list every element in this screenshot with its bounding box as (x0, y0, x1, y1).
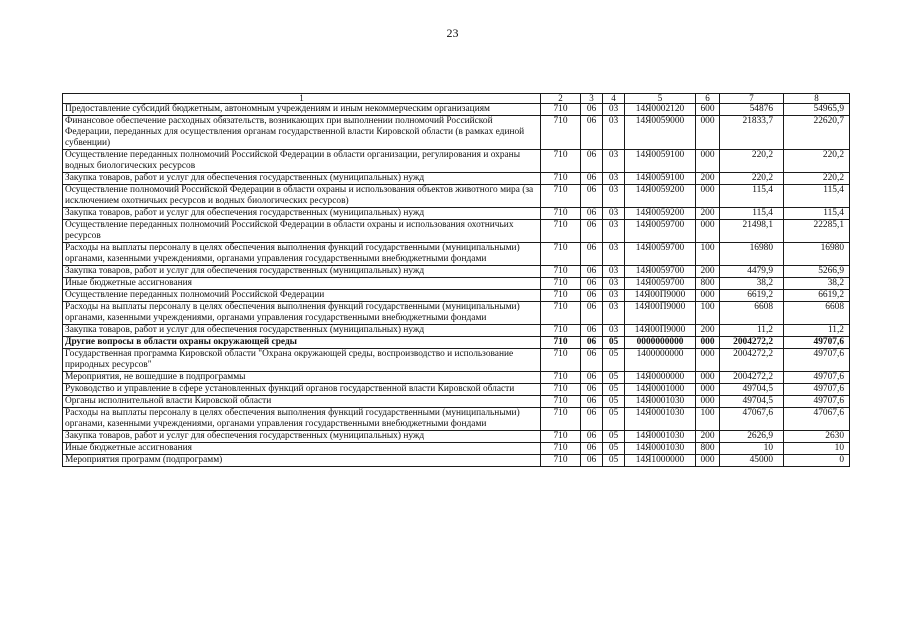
row-section-code: 06 (581, 104, 603, 116)
row-subsection-code: 05 (603, 384, 625, 396)
row-section-code: 06 (581, 349, 603, 372)
row-expense-type: 200 (696, 431, 720, 443)
row-amount-2: 2630 (784, 431, 850, 443)
row-expense-type: 000 (696, 185, 720, 208)
row-section-code: 06 (581, 220, 603, 243)
table-row (63, 104, 850, 116)
table-row (63, 431, 850, 443)
row-subsection-code: 03 (603, 325, 625, 337)
column-header: 7 (720, 94, 784, 104)
row-amount-2: 47067,6 (784, 408, 850, 431)
row-target-code: 14Я0059100 (625, 150, 696, 173)
row-subsection-code: 03 (603, 266, 625, 278)
row-name: Расходы на выплаты персоналу в целях обеспечения выполнения функций государственными (муниципальными) органами, казенными учреждениями, органами управления государственными внебюджетными фондами (63, 408, 541, 431)
table-row (63, 173, 850, 185)
row-amount-2: 49707,6 (784, 349, 850, 372)
column-header: 1 (63, 94, 541, 104)
row-name: Финансовое обеспечение расходных обязательств, возникающих при выполнении полномочий Российской Федерации, переданных для осуществления органам государственной власти Кировской области (в рамках единой субвенции) (63, 116, 541, 150)
row-amount-2: 22620,7 (784, 116, 850, 150)
row-amount-1: 2004272,2 (720, 349, 784, 372)
row-ministry-code: 710 (541, 104, 581, 116)
row-name: Другие вопросы в области охраны окружающей среды (63, 337, 541, 349)
row-amount-2: 49707,6 (784, 396, 850, 408)
row-target-code: 14Я0001000 (625, 384, 696, 396)
row-expense-type: 000 (696, 384, 720, 396)
row-target-code: 14Я0059700 (625, 278, 696, 290)
row-expense-type: 100 (696, 408, 720, 431)
row-subsection-code: 05 (603, 396, 625, 408)
row-name: Осуществление переданных полномочий Российской Федерации в области охраны и использования охотничьих ресурсов (63, 220, 541, 243)
row-ministry-code: 710 (541, 431, 581, 443)
row-section-code: 06 (581, 443, 603, 455)
table-row (63, 185, 850, 208)
row-target-code: 14Я0002120 (625, 104, 696, 116)
row-expense-type: 000 (696, 396, 720, 408)
row-amount-2: 16980 (784, 243, 850, 266)
row-target-code: 14Я0001030 (625, 408, 696, 431)
row-amount-1: 10 (720, 443, 784, 455)
row-ministry-code: 710 (541, 220, 581, 243)
row-target-code: 14Я0001030 (625, 443, 696, 455)
row-amount-2: 49707,6 (784, 384, 850, 396)
row-name: Закупка товаров, работ и услуг для обеспечения государственных (муниципальных) нужд (63, 431, 541, 443)
row-expense-type: 000 (696, 337, 720, 349)
row-expense-type: 600 (696, 104, 720, 116)
row-amount-1: 21833,7 (720, 116, 784, 150)
row-expense-type: 000 (696, 150, 720, 173)
row-amount-1: 115,4 (720, 185, 784, 208)
row-expense-type: 000 (696, 220, 720, 243)
row-amount-1: 220,2 (720, 150, 784, 173)
row-expense-type: 200 (696, 325, 720, 337)
column-header: 3 (581, 94, 603, 104)
row-section-code: 06 (581, 243, 603, 266)
row-subsection-code: 03 (603, 116, 625, 150)
row-ministry-code: 710 (541, 408, 581, 431)
row-subsection-code: 03 (603, 104, 625, 116)
row-expense-type: 200 (696, 208, 720, 220)
row-expense-type: 000 (696, 116, 720, 150)
row-section-code: 06 (581, 185, 603, 208)
row-name: Руководство и управление в сфере установленных функций органов государственной власти Кировской области (63, 384, 541, 396)
row-expense-type: 000 (696, 372, 720, 384)
row-amount-1: 38,2 (720, 278, 784, 290)
row-amount-1: 54876 (720, 104, 784, 116)
row-ministry-code: 710 (541, 266, 581, 278)
table-row (63, 266, 850, 278)
table-row (63, 408, 850, 431)
column-header: 8 (784, 94, 850, 104)
row-amount-2: 115,4 (784, 208, 850, 220)
row-target-code: 14Я0001030 (625, 431, 696, 443)
row-amount-1: 4479,9 (720, 266, 784, 278)
row-name: Осуществление переданных полномочий Российской Федерации в области организации, регулирования и охраны водных биологических ресурсов (63, 150, 541, 173)
row-amount-2: 49707,6 (784, 337, 850, 349)
row-expense-type: 100 (696, 302, 720, 325)
row-subsection-code: 05 (603, 408, 625, 431)
row-section-code: 06 (581, 337, 603, 349)
row-amount-2: 22285,1 (784, 220, 850, 243)
row-amount-1: 6619,2 (720, 290, 784, 302)
row-ministry-code: 710 (541, 325, 581, 337)
row-target-code: 1400000000 (625, 349, 696, 372)
column-header: 2 (541, 94, 581, 104)
row-amount-1: 16980 (720, 243, 784, 266)
row-name: Осуществление полномочий Российской Федерации в области охраны и использования объектов животного мира (за исключением охотничьих ресурсов и водных биологических ресурсов) (63, 185, 541, 208)
row-amount-2: 49707,6 (784, 372, 850, 384)
row-name: Предоставление субсидий бюджетным, автономным учреждениям и иным некоммерческим организациям (63, 104, 541, 116)
row-expense-type: 800 (696, 443, 720, 455)
row-name: Государственная программа Кировской области "Охрана окружающей среды, воспроизводство и использование природных ресурсов" (63, 349, 541, 372)
table-row (63, 455, 850, 467)
row-expense-type: 000 (696, 290, 720, 302)
table-row (63, 349, 850, 372)
row-ministry-code: 710 (541, 290, 581, 302)
row-ministry-code: 710 (541, 208, 581, 220)
row-amount-1: 2004272,2 (720, 337, 784, 349)
row-amount-2: 10 (784, 443, 850, 455)
row-name: Осуществление переданных полномочий Российской Федерации (63, 290, 541, 302)
row-section-code: 06 (581, 455, 603, 467)
row-target-code: 14Я00П9000 (625, 302, 696, 325)
row-target-code: 14Я0059100 (625, 173, 696, 185)
row-ministry-code: 710 (541, 302, 581, 325)
row-section-code: 06 (581, 372, 603, 384)
row-amount-2: 220,2 (784, 150, 850, 173)
row-target-code: 14Я00П9000 (625, 290, 696, 302)
row-target-code: 14Я0001030 (625, 396, 696, 408)
row-amount-1: 45000 (720, 455, 784, 467)
row-ministry-code: 710 (541, 349, 581, 372)
table-row (63, 290, 850, 302)
row-section-code: 06 (581, 116, 603, 150)
row-section-code: 06 (581, 278, 603, 290)
row-target-code: 14Я0059200 (625, 185, 696, 208)
row-name: Расходы на выплаты персоналу в целях обеспечения выполнения функций государственными (муниципальными) органами, казенными учреждениями, органами управления государственными внебюджетными фондами (63, 302, 541, 325)
row-target-code: 14Я0059700 (625, 266, 696, 278)
row-section-code: 06 (581, 290, 603, 302)
table-row (63, 243, 850, 266)
row-amount-2: 11,2 (784, 325, 850, 337)
row-section-code: 06 (581, 408, 603, 431)
row-section-code: 06 (581, 266, 603, 278)
row-amount-2: 6619,2 (784, 290, 850, 302)
row-amount-1: 49704,5 (720, 384, 784, 396)
row-ministry-code: 710 (541, 243, 581, 266)
row-amount-1: 49704,5 (720, 396, 784, 408)
row-subsection-code: 03 (603, 220, 625, 243)
column-header: 4 (603, 94, 625, 104)
row-ministry-code: 710 (541, 337, 581, 349)
row-target-code: 0000000000 (625, 337, 696, 349)
row-subsection-code: 05 (603, 431, 625, 443)
row-name: Расходы на выплаты персоналу в целях обеспечения выполнения функций государственными (муниципальными) органами, казенными учреждениями, органами управления государственными внебюджетными фондами (63, 243, 541, 266)
row-expense-type: 200 (696, 173, 720, 185)
row-target-code: 14Я0000000 (625, 372, 696, 384)
table-row (63, 443, 850, 455)
row-amount-1: 2626,9 (720, 431, 784, 443)
page-number: 23 (446, 26, 459, 40)
row-amount-2: 38,2 (784, 278, 850, 290)
row-amount-2: 0 (784, 455, 850, 467)
row-name: Органы исполнительной власти Кировской области (63, 396, 541, 408)
row-subsection-code: 03 (603, 302, 625, 325)
row-amount-2: 5266,9 (784, 266, 850, 278)
table-row (63, 116, 850, 150)
table-row (63, 396, 850, 408)
row-subsection-code: 05 (603, 372, 625, 384)
row-amount-1: 6608 (720, 302, 784, 325)
row-amount-1: 115,4 (720, 208, 784, 220)
table-row (63, 220, 850, 243)
table-row (63, 150, 850, 173)
row-section-code: 06 (581, 325, 603, 337)
row-amount-2: 115,4 (784, 185, 850, 208)
row-section-code: 06 (581, 384, 603, 396)
row-expense-type: 100 (696, 243, 720, 266)
row-section-code: 06 (581, 396, 603, 408)
table-row (63, 372, 850, 384)
table-row (63, 337, 850, 349)
row-target-code: 14Я00П9000 (625, 325, 696, 337)
row-section-code: 06 (581, 431, 603, 443)
row-ministry-code: 710 (541, 116, 581, 150)
column-header: 5 (625, 94, 696, 104)
row-amount-1: 47067,6 (720, 408, 784, 431)
row-expense-type: 000 (696, 349, 720, 372)
row-ministry-code: 710 (541, 372, 581, 384)
row-subsection-code: 03 (603, 290, 625, 302)
row-section-code: 06 (581, 150, 603, 173)
row-subsection-code: 03 (603, 150, 625, 173)
row-amount-2: 6608 (784, 302, 850, 325)
row-subsection-code: 05 (603, 455, 625, 467)
row-target-code: 14Я0059200 (625, 208, 696, 220)
header-row (63, 94, 850, 104)
row-target-code: 14Я1000000 (625, 455, 696, 467)
row-ministry-code: 710 (541, 185, 581, 208)
row-subsection-code: 03 (603, 173, 625, 185)
row-ministry-code: 710 (541, 278, 581, 290)
row-name: Мероприятия программ (подпрограмм) (63, 455, 541, 467)
row-target-code: 14Я0059700 (625, 220, 696, 243)
row-ministry-code: 710 (541, 443, 581, 455)
row-amount-2: 220,2 (784, 173, 850, 185)
row-name: Иные бюджетные ассигнования (63, 278, 541, 290)
table-body (63, 104, 850, 467)
row-amount-1: 2004272,2 (720, 372, 784, 384)
row-subsection-code: 03 (603, 208, 625, 220)
table-row (63, 325, 850, 337)
row-section-code: 06 (581, 302, 603, 325)
row-expense-type: 200 (696, 266, 720, 278)
table-row (63, 278, 850, 290)
table-row (63, 208, 850, 220)
row-amount-1: 21498,1 (720, 220, 784, 243)
row-subsection-code: 03 (603, 243, 625, 266)
row-name: Закупка товаров, работ и услуг для обеспечения государственных (муниципальных) нужд (63, 208, 541, 220)
row-subsection-code: 05 (603, 443, 625, 455)
row-expense-type: 000 (696, 455, 720, 467)
row-target-code: 14Я0059000 (625, 116, 696, 150)
row-subsection-code: 03 (603, 278, 625, 290)
budget-table (62, 93, 850, 467)
row-amount-1: 220,2 (720, 173, 784, 185)
row-name: Закупка товаров, работ и услуг для обеспечения государственных (муниципальных) нужд (63, 266, 541, 278)
row-subsection-code: 03 (603, 185, 625, 208)
row-ministry-code: 710 (541, 150, 581, 173)
row-name: Мероприятия, не вошедшие в подпрограммы (63, 372, 541, 384)
row-ministry-code: 710 (541, 455, 581, 467)
row-ministry-code: 710 (541, 396, 581, 408)
row-subsection-code: 05 (603, 337, 625, 349)
row-name: Иные бюджетные ассигнования (63, 443, 541, 455)
row-ministry-code: 710 (541, 173, 581, 185)
row-amount-1: 11,2 (720, 325, 784, 337)
row-ministry-code: 710 (541, 384, 581, 396)
row-subsection-code: 05 (603, 349, 625, 372)
row-section-code: 06 (581, 173, 603, 185)
row-target-code: 14Я0059700 (625, 243, 696, 266)
row-section-code: 06 (581, 208, 603, 220)
column-header: 6 (696, 94, 720, 104)
table-row (63, 384, 850, 396)
row-name: Закупка товаров, работ и услуг для обеспечения государственных (муниципальных) нужд (63, 325, 541, 337)
row-name: Закупка товаров, работ и услуг для обеспечения государственных (муниципальных) нужд (63, 173, 541, 185)
row-expense-type: 800 (696, 278, 720, 290)
row-amount-2: 54965,9 (784, 104, 850, 116)
table-row (63, 302, 850, 325)
